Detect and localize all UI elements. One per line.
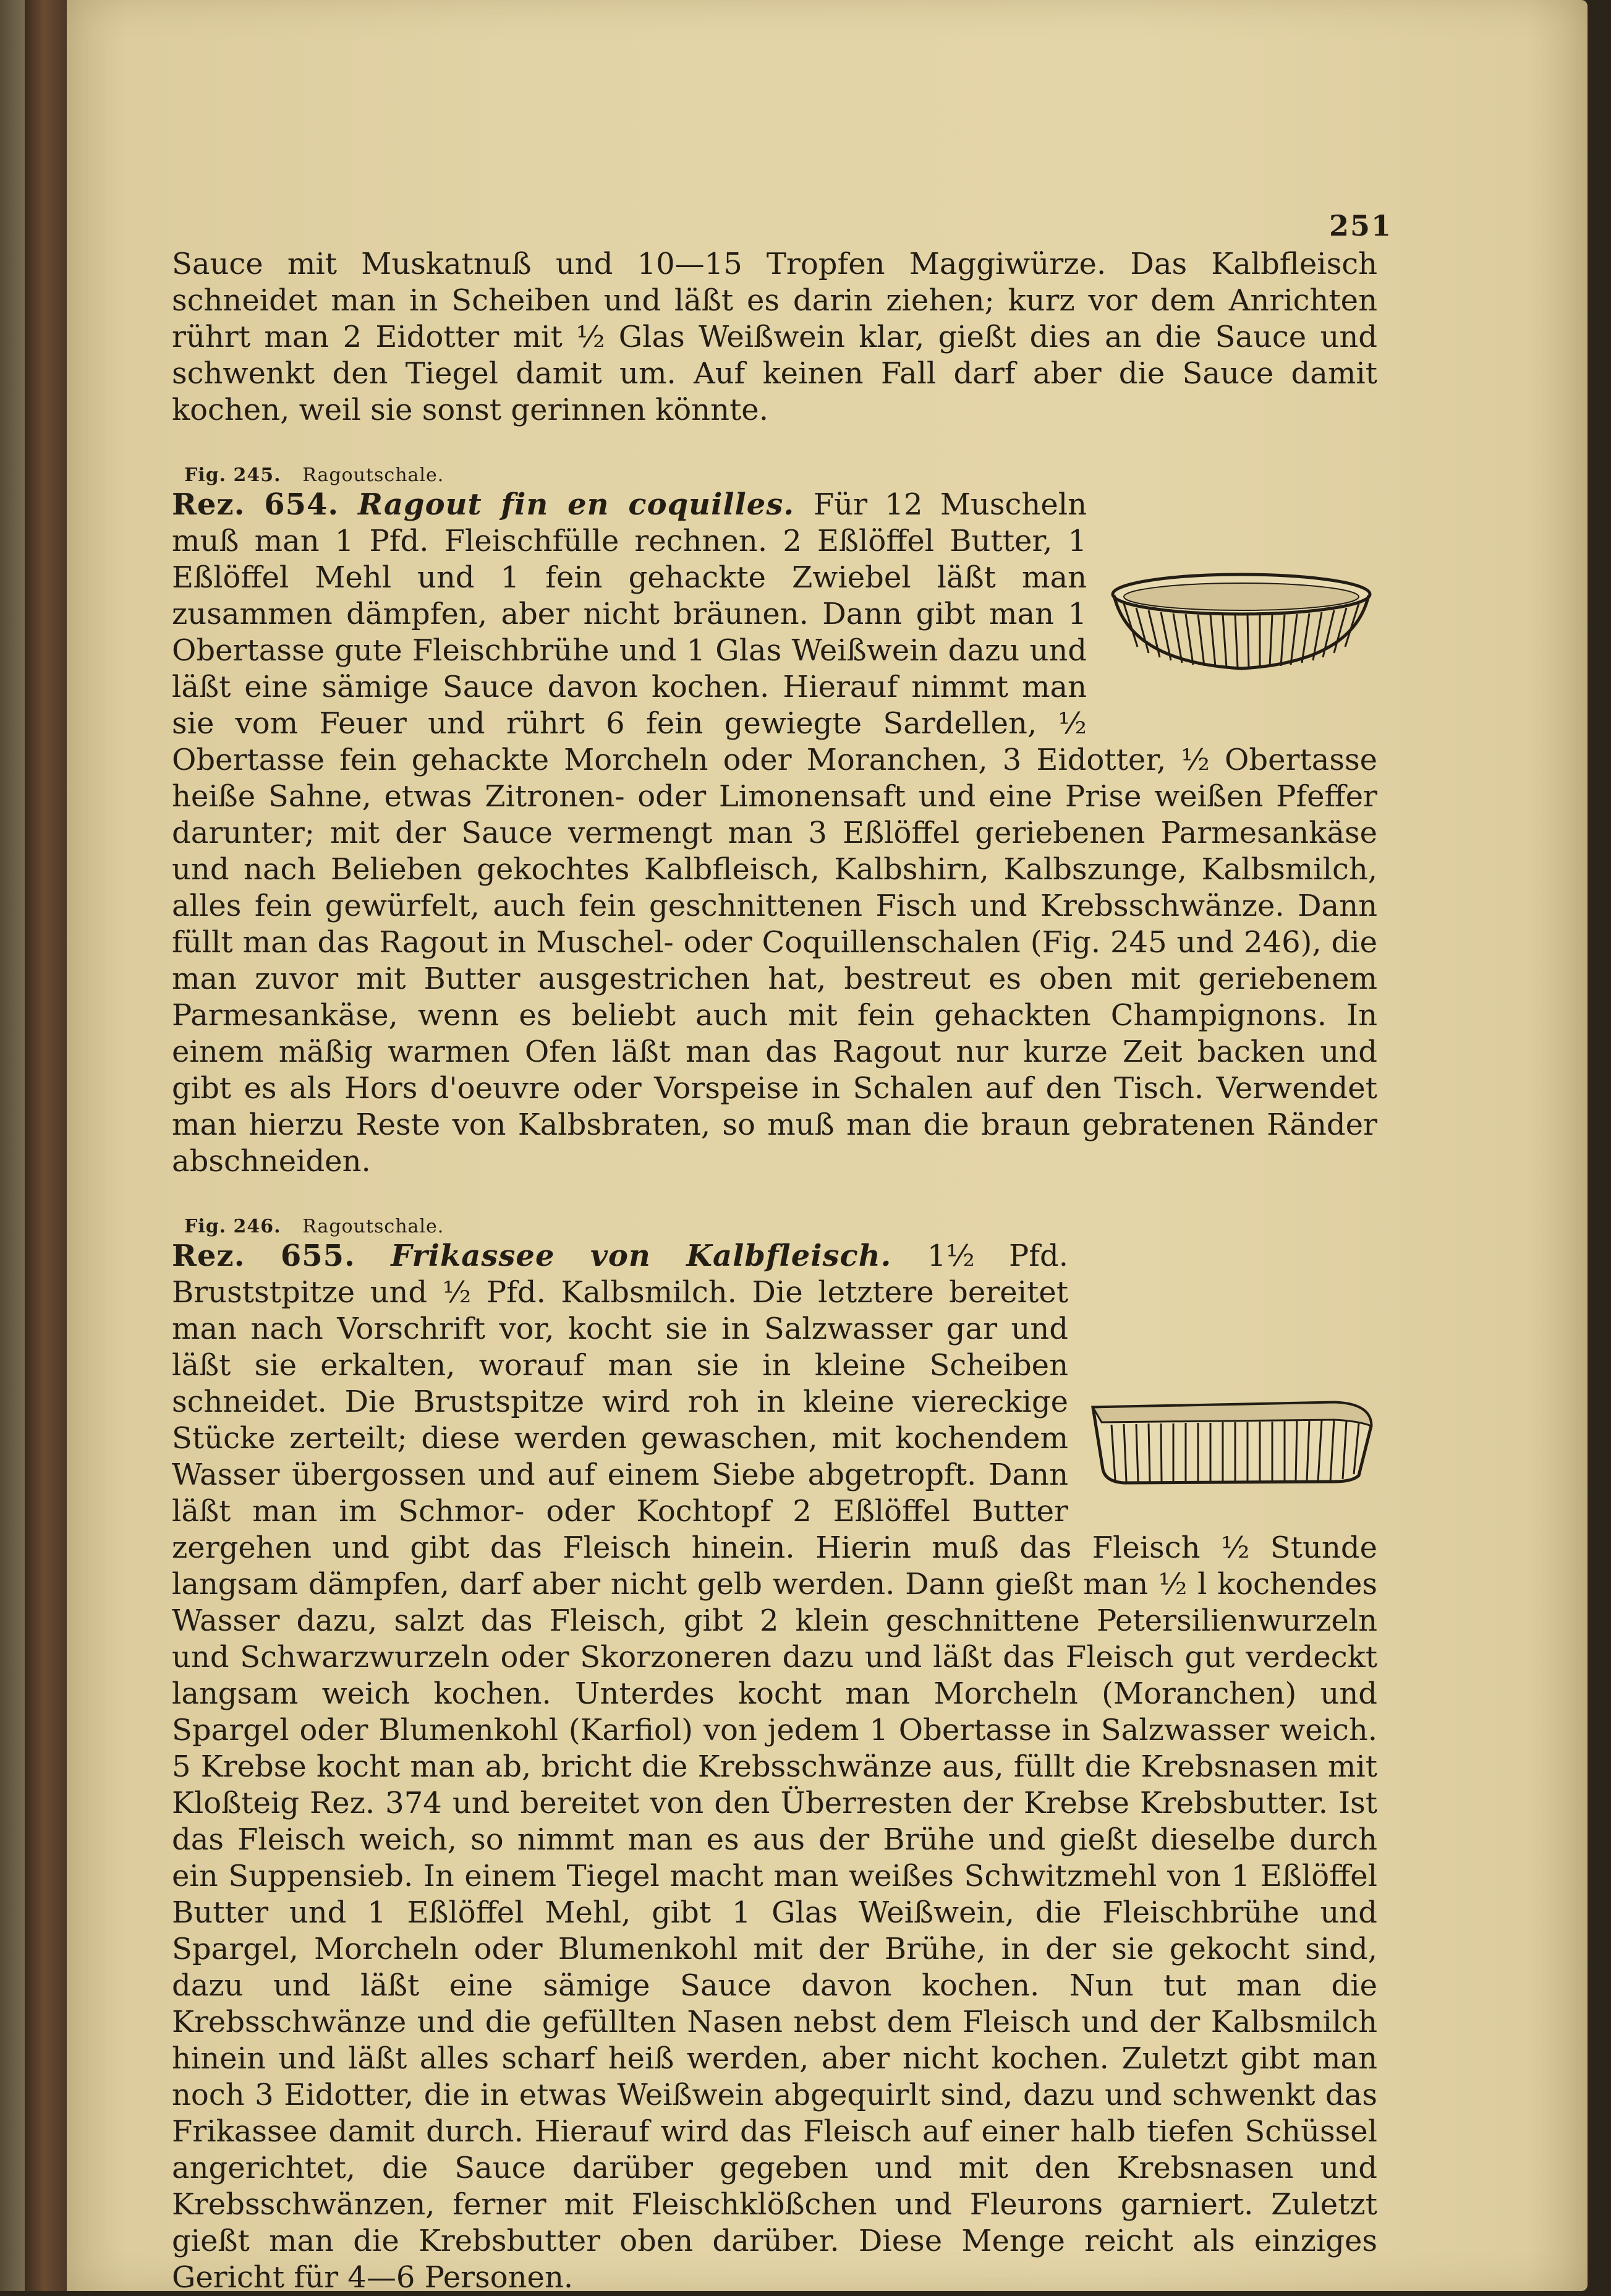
recipe-655-text: 1½ Pfd. Bruststpitze und ½ Pfd. Kalbsmilch. Die letztere bereitet man nach Vorschrift vor, kocht sie in Salzwasser gar und läßt sie erkalten, worauf man sie in kleine Scheiben schneidet. Die Brustspitze wird roh in kleine viereckige Stücke zerteilt; diese werden gewaschen, mit kochendem Wasser übergossen und auf einem Siebe abgetropft. Dann läßt man im Schmor- oder Kochtopf 2 Eßlöffel Butter zergehen und gibt das Fleisch hinein. Hierin muß das Fleisch ½ Stunde langsam dämpfen, darf aber nicht gelb werden. Dann gießt man ½ l kochendes Wasser dazu, salzt das Fleisch, gibt 2 klein geschnittene Petersilienwurzeln und Schwarzwurzeln oder Skorzoneren dazu und läßt das Fleisch gut verdeckt langsam weich kochen. Unterdes kocht man Morcheln (Moranchen) und Spargel oder Blumenkohl (Karfiol) von jedem 1 Obertasse in Salzwasser weich. 5 Krebse kocht man ab, bricht die Krebsschwänze aus, füllt die Krebsnasen mit Kloßteig Rez. 374 und bereitet von den Überresten der Krebse Krebsbutter. Ist das Fleisch weich, so nimmt man es aus der Brühe und gießt dieselbe durch ein Suppensieb. In einem Tiegel macht man weißes Schwitzmehl von 1 Eßlöffel Butter und 1 Eßlöffel Mehl, gibt 1 Glas Weißwein, die Fleischbrühe und Spargel, Morcheln oder Blumenkohl mit der Brühe, in der sie gekocht sind, dazu und läßt eine sämige Sauce davon kochen. Nun tut man die Krebsschwänze und die gefüllten Nasen nebst dem Fleisch und der Kalbsmilch hinein und läßt alles scharf heiß werden, aber nicht kochen. Zuletzt gibt man noch 3 Eidotter, die in etwas Weißwein abgequirlt sind, dazu und schwenkt das Frikassee damit durch. Hierauf wird das Fleisch auf einer halb tiefen Schüssel angerichtet, die Sauce darüber gegeben und mit den Krebsnasen und Krebsschwänzen, ferner mit Fleischklößchen und Fleurons garniert. Zuletzt gießt man die Krebsbutter oben darüber. Diese Menge reicht als einziges Gericht für 4—6 Personen. xyxy=(172,1239,1377,2295)
page-text xyxy=(172,246,1377,2296)
ragout-dish-illustration-246 xyxy=(1087,1395,1377,1488)
figure-245 xyxy=(1105,570,1377,707)
figure-246 xyxy=(1087,1395,1377,1519)
figure-246-caption xyxy=(172,1216,1377,1238)
figure-245-caption xyxy=(172,464,1377,487)
figure-245-label: Fig. 245. xyxy=(184,464,281,486)
recipe-654-title: Ragout fin en coquilles. xyxy=(357,487,814,522)
figure-245-title: Ragoutschale. xyxy=(302,464,444,486)
figure-246-label: Fig. 246. xyxy=(184,1216,281,1237)
book-gutter xyxy=(25,0,68,2291)
recipe-655-title: Frikassee von Kalbfleisch. xyxy=(391,1239,927,1273)
page-number: 251 xyxy=(1329,209,1393,242)
recipe-655-number: Rez. 655. xyxy=(172,1239,391,1273)
recipe-654-number: Rez. 654. xyxy=(172,487,358,522)
intro-paragraph: Sauce mit Muskatnuß und 10—15 Tropfen Maggiwürze. Das Kalbfleisch schneidet man in Scheiben und läßt es darin ziehen; kurz vor dem Anrichten rührt man 2 Eidotter mit ½ Glas Weißwein klar, gießt dies an die Sauce und schwenkt den Tiegel damit um. Auf keinen Fall darf aber die Sauce damit kochen, weil sie sonst gerinnen könnte. xyxy=(172,247,1377,427)
figure-246-title: Ragoutschale. xyxy=(302,1216,444,1237)
recipe-654-text: Für 12 Muscheln muß man 1 Pfd. Fleischfülle rechnen. 2 Eßlöffel Butter, 1 Eßlöffel Mehl und 1 fein gehackte Zwiebel läßt man zusammen dämpfen, aber nicht bräunen. Dann gibt man 1 Obertasse gute Fleischbrühe und 1 Glas Weißwein dazu und läßt eine sämige Sauce davon kochen. Hierauf nimmt man sie vom Feuer und rührt 6 fein gewiegte Sardellen, ½ Obertasse fein gehackte Morcheln oder Moranchen, 3 Eidotter, ½ Obertasse heiße Sahne, etwas Zitronen- oder Limonensaft und eine Prise weißen Pfeffer darunter; mit der Sauce vermengt man 3 Eßlöffel geriebenen Parmesankäse und nach Belieben gekochtes Kalbfleisch, Kalbshirn, Kalbszunge, Kalbsmilch, alles fein gewürfelt, auch fein geschnittenen Fisch und Krebsschwänze. Dann füllt man das Ragout in Muschel- oder Coquillenschalen (Fig. 245 und 246), die man zuvor mit Butter ausgestrichen hat, bestreut es oben mit geriebenem Parmesankäse, wenn es beliebt auch mit fein gehackten Champignons. In einem mäßig warmen Ofen läßt man das Ragout nur kurze Zeit backen und gibt es als Hors d'oeuvre oder Vorspeise in Schalen auf den Tisch. Verwendet man hierzu Reste von Kalbsbraten, so muß man die braun gebratenen Ränder abschneiden. xyxy=(172,487,1377,1179)
ragout-dish-illustration-245 xyxy=(1105,570,1377,675)
